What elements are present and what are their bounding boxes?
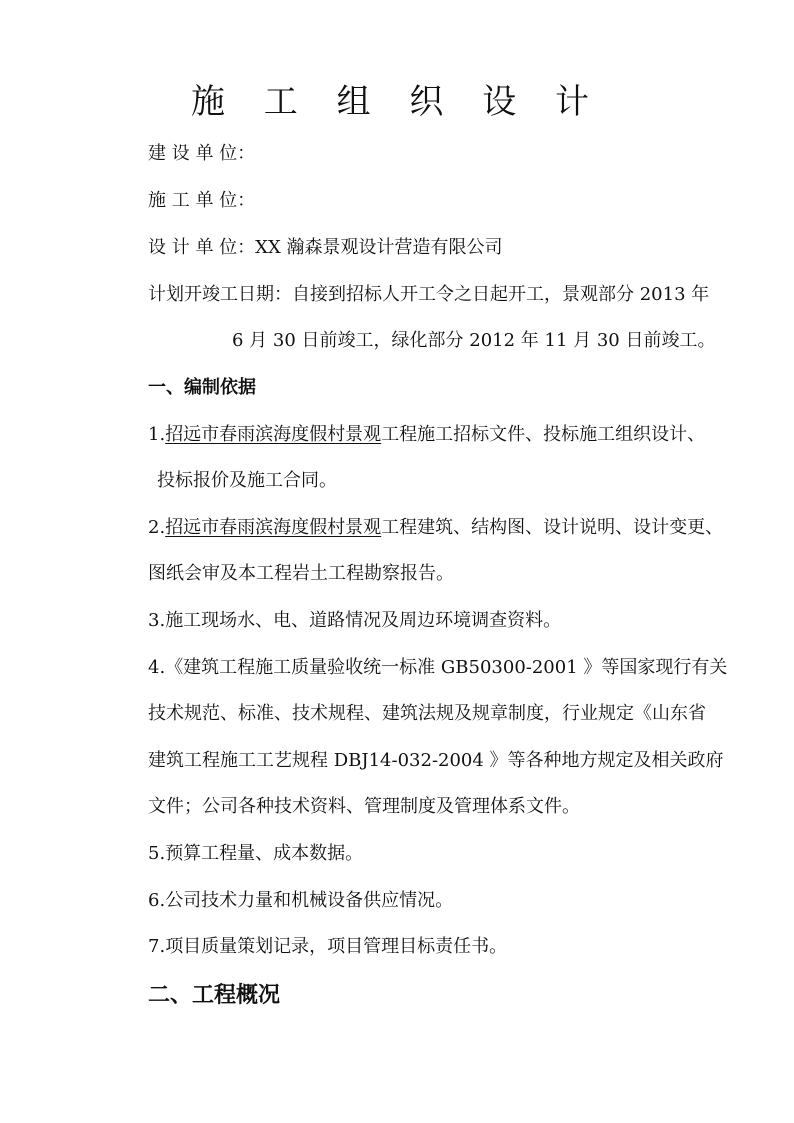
schedule-line-2: 6 月 30 日前竣工，绿化部分 2012 年 11 月 30 日前竣工。 — [232, 330, 716, 351]
item-number: 7. — [148, 936, 166, 957]
list-item-continuation: 文件；公司各种技术资料、管理制度及管理体系文件。 — [148, 796, 580, 817]
item-text: 工程施工招标文件、投标施工组织设计、 — [381, 424, 706, 445]
field-contractor-unit — [148, 190, 255, 212]
item-number: 6. — [148, 890, 166, 911]
list-item — [148, 657, 727, 679]
field-label: 设 计 单 位： — [148, 237, 256, 258]
item-number: 1. — [148, 424, 166, 445]
list-item — [148, 610, 561, 632]
schedule-line-1 — [148, 284, 709, 306]
item-text: 工程建筑、结构图、设计说明、设计变更、 — [381, 517, 724, 538]
item-text: 公司技术力量和机械设备供应情况。 — [165, 890, 454, 911]
item-text: 《建筑工程施工质量验收统一标准 GB50300-2001 》等国家现行有关 — [165, 657, 728, 678]
item-number: 2. — [148, 517, 166, 538]
list-item — [148, 890, 453, 912]
project-name: 招远市春雨滨海度假村景观 — [165, 517, 382, 538]
item-number: 4. — [148, 657, 166, 678]
list-item — [148, 936, 507, 958]
list-item-continuation: 投标报价及施工合同。 — [157, 470, 337, 491]
list-item — [148, 517, 723, 539]
document-title: 施 工 组 织 设 计 — [190, 82, 604, 122]
section-heading-overview: 二、工程概况 — [148, 982, 281, 1008]
list-item — [148, 843, 363, 865]
field-label: 施 工 单 位： — [148, 190, 256, 211]
list-item-continuation: 图纸会审及本工程岩土工程勘察报告。 — [148, 563, 454, 584]
schedule-text: 自接到招标人开工令之日起开工，景观部分 2013 年 — [292, 284, 710, 305]
list-item-continuation: 建筑工程施工工艺规程 DBJ14-032-2004 》等各种地方规定及相关政府 — [148, 750, 724, 771]
project-name: 招远市春雨滨海度假村景观 — [165, 424, 382, 445]
list-item — [148, 424, 705, 446]
field-construction-unit — [148, 143, 255, 165]
item-text: 项目质量策划记录，项目管理目标责任书。 — [165, 936, 508, 957]
list-item-continuation: 技术规范、标准、技术规程、建筑法规及规章制度，行业规定《山东省 — [148, 703, 706, 724]
item-text: 预算工程量、成本数据。 — [165, 843, 364, 864]
field-label: 建 设 单 位： — [148, 143, 256, 164]
item-number: 3. — [148, 610, 166, 631]
schedule-label: 计划开竣工日期： — [148, 284, 292, 305]
item-number: 5. — [148, 843, 166, 864]
item-text: 施工现场水、电、道路情况及周边环境调查资料。 — [165, 610, 562, 631]
field-design-unit — [148, 237, 503, 259]
section-heading-basis: 一、编制依据 — [148, 377, 256, 398]
field-value: XX 瀚森景观设计营造有限公司 — [255, 237, 503, 258]
